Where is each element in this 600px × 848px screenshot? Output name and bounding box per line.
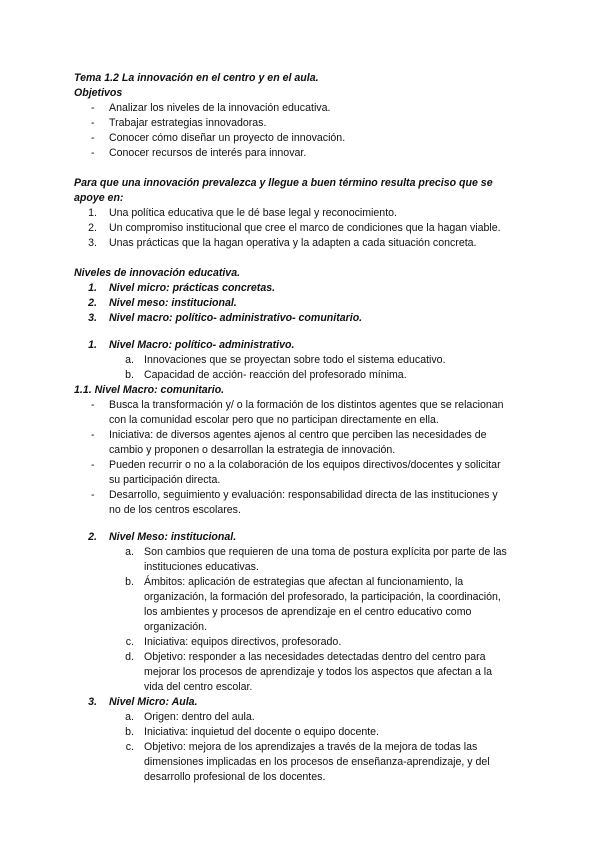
dash-bullet: - — [91, 489, 95, 501]
list-item: Capacidad de acción- reacción del profesorado mínima. — [144, 369, 407, 381]
list-item: Iniciativa: equipos directivos, profesorado. — [144, 636, 342, 648]
list-item: Conocer cómo diseñar un proyecto de innovación. — [109, 132, 346, 144]
list-item: Una política educativa que le dé base legal y reconocimiento. — [109, 207, 397, 219]
list-item: Son cambios que requieren de una toma de postura explícita por parte de las instituciones educativas. — [144, 546, 507, 573]
levels-heading: Niveles de innovación educativa. — [74, 267, 241, 279]
list-number: 1. — [88, 282, 97, 294]
list-item: Nivel meso: institucional. — [109, 297, 237, 309]
dash-bullet: - — [91, 429, 95, 441]
list-letter: c. — [125, 636, 134, 648]
dash-bullet: - — [91, 147, 95, 159]
list-letter: a. — [125, 711, 134, 723]
list-item: Iniciativa: inquietud del docente o equipo docente. — [144, 726, 380, 738]
list-letter: a. — [125, 354, 134, 366]
list-item: Analizar los niveles de la innovación educativa. — [109, 102, 331, 114]
macro-comunitario-heading: 1.1. Nivel Macro: comunitario. — [74, 384, 225, 396]
list-item: Objetivo: responder a las necesidades detectadas dentro del centro para mejorar los procesos de aprendizaje y todos los aspectos que afectan a la vida del centro escolar. — [144, 651, 493, 693]
list-item: Busca la transformación y/ o la formación de los distintos agentes que se relacionan con la comunidad escolar pero que no participan directamente en ella. — [109, 399, 504, 426]
list-item: Pueden recurrir o no a la colaboración de los equipos directivos/docentes y solicitar su participación directa. — [109, 459, 501, 486]
prevail-heading-cont: apoye en: — [74, 192, 124, 204]
list-number: 2. — [88, 222, 97, 234]
list-item: Conocer recursos de interés para innovar. — [109, 147, 307, 159]
list-letter: a. — [125, 546, 134, 558]
list-item: Nivel micro: prácticas concretas. — [109, 282, 276, 294]
list-number: 2. — [88, 297, 97, 309]
dash-bullet: - — [91, 399, 95, 411]
list-letter: b. — [125, 369, 134, 381]
list-letter: d. — [125, 651, 134, 663]
list-item: Unas prácticas que la hagan operativa y la adapten a cada situación concreta. — [109, 237, 477, 249]
list-item: Iniciativa: de diversos agentes ajenos al centro que perciben las necesidades de cambio y proponen o desarrollan la estrategia de innovación. — [109, 429, 487, 456]
list-number: 3. — [88, 312, 97, 324]
list-item: Origen: dentro del aula. — [144, 711, 255, 723]
meso-heading: Nivel Meso: institucional. — [109, 531, 237, 543]
list-item: Desarrollo, seguimiento y evaluación: responsabilidad directa de las instituciones y no de los centros escolares. — [109, 489, 498, 516]
prevail-heading: Para que una innovación prevalezca y llegue a buen término resulta preciso que se — [74, 177, 493, 189]
list-item: Innovaciones que se proyectan sobre todo el sistema educativo. — [144, 354, 446, 366]
dash-bullet: - — [91, 459, 95, 471]
dash-bullet: - — [91, 132, 95, 144]
section-number: 2. — [88, 531, 97, 543]
micro-heading: Nivel Micro: Aula. — [109, 696, 198, 708]
list-number: 1. — [88, 207, 97, 219]
dash-bullet: - — [91, 102, 95, 114]
dash-bullet: - — [91, 117, 95, 129]
document-title: Tema 1.2 La innovación en el centro y en el aula. — [74, 72, 319, 84]
section-number: 1. — [88, 339, 97, 351]
list-item: Nivel macro: político- administrativo- comunitario. — [109, 312, 363, 324]
list-letter: b. — [125, 726, 134, 738]
list-item: Un compromiso institucional que cree el marco de condiciones que la hagan viable. — [109, 222, 501, 234]
list-letter: b. — [125, 576, 134, 588]
section-number: 3. — [88, 696, 97, 708]
list-item: Ámbitos: aplicación de estrategias que afectan al funcionamiento, la organización, la formación del profesorado, la participación, la coordinación, los ambientes y procesos de aprendizaje en el centro educativo como organización. — [144, 576, 501, 633]
list-number: 3. — [88, 237, 97, 249]
list-item: Trabajar estrategias innovadoras. — [109, 117, 267, 129]
list-letter: c. — [125, 741, 134, 753]
objectives-heading: Objetivos — [74, 87, 123, 99]
list-item: Objetivo: mejora de los aprendizajes a través de la mejora de todas las dimensiones implicadas en los procesos de enseñanza-aprendizaje, y del desarrollo profesional de los docentes. — [144, 741, 490, 783]
macro-heading: Nivel Macro: político- administrativo. — [109, 339, 295, 351]
